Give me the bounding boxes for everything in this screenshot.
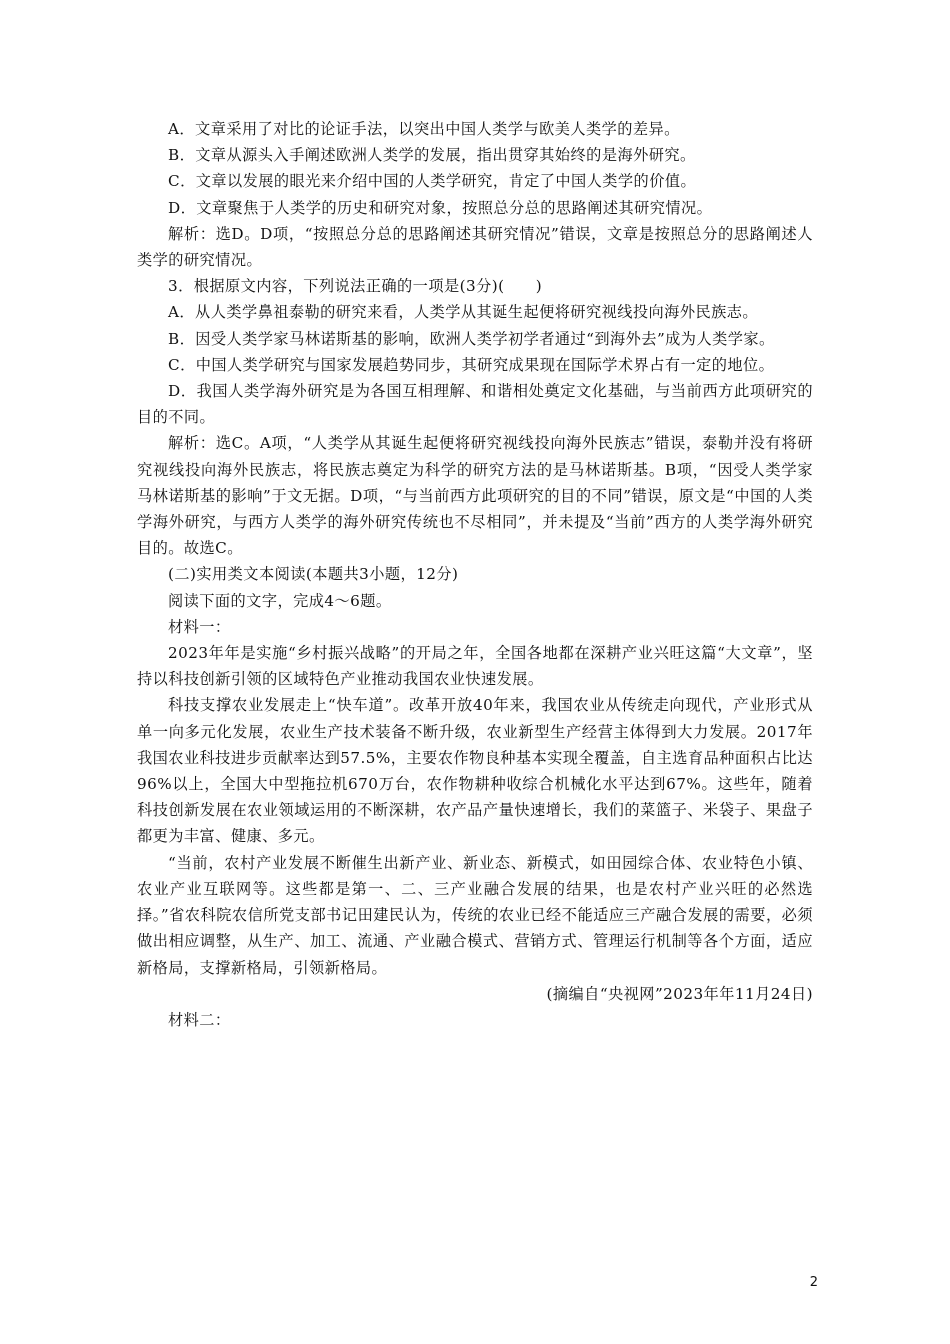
page-number: 2: [809, 1275, 818, 1290]
section-heading: (二)实用类文本阅读(本题共3小题，12分): [168, 565, 459, 584]
material-one-paragraph-1: 2023年年是实施“乡村振兴战略”的开局之年，全国各地都在深耕产业兴旺这篇“大文章”，坚持以科技创新引领的区域特色产业推动我国农业快速发展。: [137, 644, 813, 689]
q3-option-a: A．从人类学鼻祖泰勒的研究来看，人类学从其诞生起便将研究视线投向海外民族志。: [168, 303, 759, 322]
material-one-paragraph-3: “当前，农村产业发展不断催生出新产业、新业态、新模式，如田园综合体、农业特色小镇、农业产业互联网等。这些都是第一、二、三产业融合发展的结果，也是农村产业兴旺的必然选择。”省农科院农信所党支部书记田建民认为，传统的农业已经不能适应三产融合发展的需要，必须做出相应调整，从生产、加工、流通、产业融合模式、营销方式、管理运行机制等各个方面，适应新格局，支撑新格局，引领新格局。: [137, 853, 813, 977]
reading-instruction: 阅读下面的文字，完成4～6题。: [168, 591, 392, 610]
q3-option-b: B．因受人类学家马林诺斯基的影响，欧洲人类学初学者通过“到海外去”成为人类学家。: [168, 329, 775, 348]
q3-option-c: C．中国人类学研究与国家发展趋势同步，其研究成果现在国际学术界占有一定的地位。: [168, 355, 775, 374]
material-one-source: (摘编自“央视网”2023年年11月24日): [546, 984, 813, 1003]
q2-option-d: D．文章聚焦于人类学的历史和研究对象，按照总分总的思路阐述其研究情况。: [168, 198, 713, 217]
q2-analysis: 解析：选D。D项，“按照总分总的思路阐述其研究情况”错误，文章是按照总分的思路阐述人类学的研究情况。: [137, 224, 813, 270]
document-page: [137, 116, 813, 1033]
material-one-paragraph-2: 科技支撑农业发展走上“快车道”。改革开放40年来，我国农业从传统走向现代，产业形式从单一向多元化发展，农业生产技术装备不断升级，农业新型生产经营主体得到大力发展。2017年我国农业科技进步贡献率达到57.5%，主要农作物良种基本实现全覆盖，自主选育品种面积占比达96%以上，全国大中型拖拉机670万台，农作物耕种收综合机械化水平达到67%。这些年，随着科技创新发展在农业领域运用的不断深耕，农产品产量快速增长，我们的菜篮子、米袋子、果盘子都更为丰富、健康、多元。: [137, 696, 813, 846]
q2-option-a: A．文章采用了对比的论证手法，以突出中国人类学与欧美人类学的差异。: [168, 120, 680, 138]
q2-option-c: C．文章以发展的眼光来介绍中国的人类学研究，肯定了中国人类学的价值。: [168, 172, 697, 191]
q2-option-b: B．文章从源头入手阐述欧洲人类学的发展，指出贯穿其始终的是海外研究。: [168, 146, 696, 165]
material-two-label: 材料二：: [168, 1010, 231, 1029]
material-one-label: 材料一：: [168, 617, 231, 636]
q3-analysis: 解析：选C。A项，“人类学从其诞生起便将研究视线投向海外民族志”错误，泰勒并没有将研究视线投向海外民族志，将民族志奠定为科学的研究方法的是马林诺斯基。B项，“因受人类学家马林诺斯基的影响”于文无据。D项，“与当前西方此项研究的目的不同”错误，原文是“中国的人类学海外研究，与西方人类学的海外研究传统也不尽相同”，并未提及“当前”西方的人类学海外研究目的。故选C。: [137, 434, 813, 558]
q3-option-d: D．我国人类学海外研究是为各国互相理解、和谐相处奠定文化基础，与当前西方此项研究的目的不同。: [137, 382, 813, 427]
q3-stem: 3．根据原文内容，下列说法正确的一项是(3分)( ): [168, 277, 543, 296]
